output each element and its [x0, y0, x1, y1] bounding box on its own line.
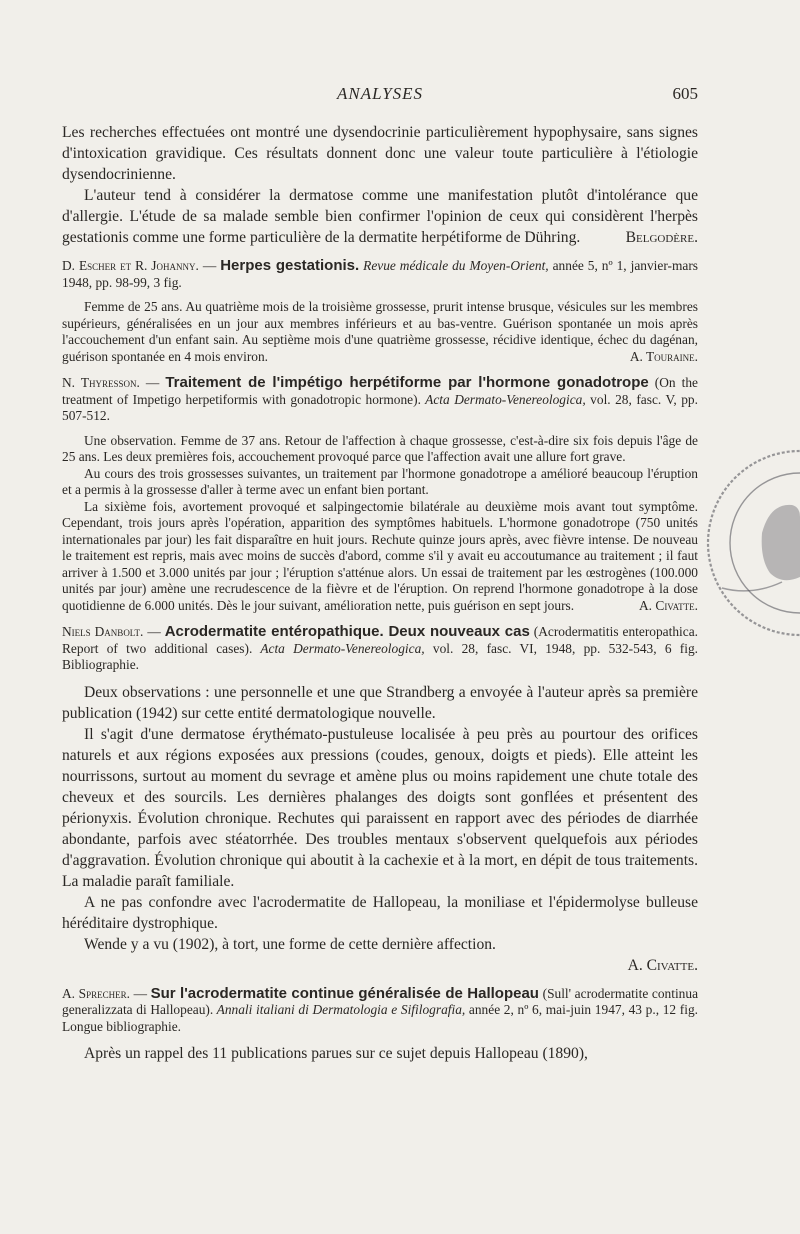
paragraph: Après un rappel des 11 publications parues sur ce sujet depuis Hallopeau (1890), — [84, 1045, 588, 1062]
journal: Revue médicale du Moyen-Orient, — [359, 258, 549, 273]
paragraph: Deux observations : une personnelle et une que Strandberg a envoyée à l'auteur après sa première publication (1942) sur cette entité dermatologique nouvelle. — [62, 683, 698, 722]
subtitle: (Sull' acrodermatite continua generalizzata di Hallopeau). — [62, 985, 699, 1017]
subtitle: (On the treatment of Impetigo herpetiformis with gonadotropic hormone). — [62, 375, 698, 407]
subtitle: (Acrodermatitis enteropathica. Report of two additional cases). — [62, 624, 698, 656]
article-title: Traitement de l'impétigo herpétiforme par l'hormone gonadotrope — [165, 374, 649, 391]
paragraph: La sixième fois, avortement provoqué et salpingectomie bilatérale au deuxième mois avant tout symptôme. Cependant, trois jours après l'opération, apparition des symptômes habituels. L'hormone gonadotrope (750 unités internationales par jour) les fait disparaître en huit jours. Rechute quinze jours après, avec fièvre intense. De nouveau le traitement est repris, mais avec moins de succès d'abord, comme s'il y avait eu accoutumance au traitement ; il faut arriver à 1.500 et 3.000 unités par jour ; l'éruption s'atténue alors. Un essai de traitement par les œstrogènes (100.000 unités par jour) amène une recrudescence de la fièvre et de l'éruption. On reprend l'hormone gonadotrope à la dose quotidienne de 6.000 unités. Dès le jour suivant, amélioration nette, puis guérison en sept jours. A. Civatte. — [62, 498, 698, 613]
journal: Acta Dermato-Venereologica, — [252, 640, 425, 656]
authors: A. Sprecher. — [62, 985, 130, 1001]
page-body — [62, 122, 698, 1064]
article-title: Herpes gestationis. — [220, 257, 360, 274]
page-header — [62, 84, 698, 106]
article-title: Sur l'acrodermatite continue généralisée de Hallopeau — [150, 984, 539, 1002]
paragraph: Une observation. Femme de 37 ans. Retour de l'affection à chaque grossesse, c'est-à-dire six fois depuis l'âge de 25 ans. Les deux premières fois, accouchement provoqué parce que l'affection avait une allure fort grave. — [62, 432, 698, 464]
citation: année 2, nº 6, mai-juin 1947, 43 p., 12 fig. Longue bibliographie. — [62, 1002, 699, 1034]
journal: Annali italiani di Dermatologia e Sifilografia, — [213, 1002, 466, 1017]
paragraph: Il s'agit d'une dermatose érythémato-pustuleuse localisée à peu près au pourtour des orifices naturels et aux régions exposées aux pressions (coudes, genoux, doigts et pieds). Elle atteint les nourrissons, surtout au moment du sevrage et amène plus ou moins rapidement une chute totale des cheveux et des sourcils. Les dernières phalanges des doigts sont gonflées et présentent des périonyxis. Évolution chronique. Rechutes qui paraissent en rapport avec des périodes de diarrhée abondante, parfois avec stéatorrhée. Des troubles mentaux s'observent quelquefois aux périodes d'aggravation. Évolution chronique qui aboutit à la cachexie et à la mort, en dépit de tous traitements. La maladie paraît familiale. — [62, 725, 698, 890]
paragraph: Wende y a vu (1902), à tort, une forme de cette dernière affection. — [84, 935, 496, 953]
abstract-hallopeau — [62, 986, 698, 1065]
citation: année 5, nº 1, janvier-mars 1948, pp. 98-99, 3 fig. — [62, 258, 698, 290]
running-title: ANALYSES — [336, 84, 424, 103]
reference-line: D. Escher et R. Johanny. — Herpes gestationis. Revue médicale du Moyen-Orient, année 5, nº 1, janvier-mars 1948, pp. 98-99, 3 fig. — [62, 257, 698, 290]
reference-line: N. Thyresson. — Traitement de l'impétigo herpétiforme par l'hormone gonadotrope (On the treatment of Impetigo herpetiformis with gonadotropic hormone). Acta Dermato-Venereologica, vol. 28, fasc. V, pp. 507-512. — [62, 374, 698, 423]
journal: Acta Dermato-Venereologica, — [420, 391, 586, 407]
library-stamp — [700, 438, 800, 648]
abstract-impetigo — [62, 375, 698, 614]
intro-continuation — [62, 122, 698, 248]
article-title: Acrodermatite entéropathique. Deux nouveaux cas — [164, 623, 530, 640]
paragraph: L'auteur tend à considérer la dermatose comme une manifestation plutôt d'intolérance que d'allergie. L'étude de sa malade semble bien confirmer l'opinion de ceux qui considèrent l'herpès gestationis comme une forme particulière de la dermatite herpétiforme de Dühring. Belgodère. — [62, 187, 698, 246]
authors: Niels Danbolt. — [62, 624, 144, 639]
authors: N. Thyresson. — [62, 375, 140, 390]
paragraph: Au cours des trois grossesses suivantes, un traitement par l'hormone gonadotrope a amélioré beaucoup l'éruption et a permis à la grossesse d'aller à terme avec un enfant bien portant. — [62, 465, 698, 497]
paragraph: A ne pas confondre avec l'acrodermatite de Hallopeau, la moniliase et l'épidermolyse bulleuse héréditaire dystrophique. — [62, 893, 698, 932]
reference-line: A. Sprecher. — Sur l'acrodermatite continue généralisée de Hallopeau (Sull' acrodermatite continua generalizzata di Hallopeau). Annali italiani di Dermatologia e Sifilografia, année 2, nº 6, mai-juin 1947, 43 p., 12 fig. Longue bibliographie. — [62, 984, 699, 1034]
abstract-herpes-gestationis — [62, 258, 698, 365]
page-number: 605 — [672, 84, 698, 103]
reference-line: Niels Danbolt. — Acrodermatite entéropathique. Deux nouveaux cas (Acrodermatitis enteropathica. Report of two additional cases). Acta Dermato-Venereologica, vol. 28, fasc. VI, 1948, pp. 532-543, 6 fig. Bibliographie. — [62, 623, 698, 672]
citation: vol. 28, fasc. VI, 1948, pp. 532-543, 6 fig. Bibliographie. — [62, 640, 698, 672]
reviewer-signature: A. Civatte. — [627, 956, 698, 974]
reviewer-signature: A. Touraine. — [629, 348, 698, 364]
paragraph: Femme de 25 ans. Au quatrième mois de la troisième grossesse, prurit intense brusque, vésicules sur les membres supérieurs, généralisées en un jour aux membres inférieurs et au bas-ventre. Guérison spontanée un mois après l'accouchement d'un enfant sain. Au septième mois d'une quatrième grossesse, récidive identique, échec du dagénan, guérison spontanée en 4 mois environ. A. Touraine. — [62, 299, 698, 364]
authors: D. Escher et R. Johanny. — [62, 258, 199, 273]
paragraph: Les recherches effectuées ont montré une dysendocrinie particulièrement hypophysaire, sans signes d'intoxication gravidique. Ces résultats donnent donc une valeur toute particulière à l'étiologie dysendocrinienne. — [62, 124, 698, 183]
citation: vol. 28, fasc. V, pp. 507-512. — [62, 391, 698, 423]
abstract-acrodermatite — [62, 624, 698, 976]
reviewer-signature: A. Civatte. — [639, 597, 698, 613]
reviewer-signature: Belgodère. — [625, 229, 698, 246]
